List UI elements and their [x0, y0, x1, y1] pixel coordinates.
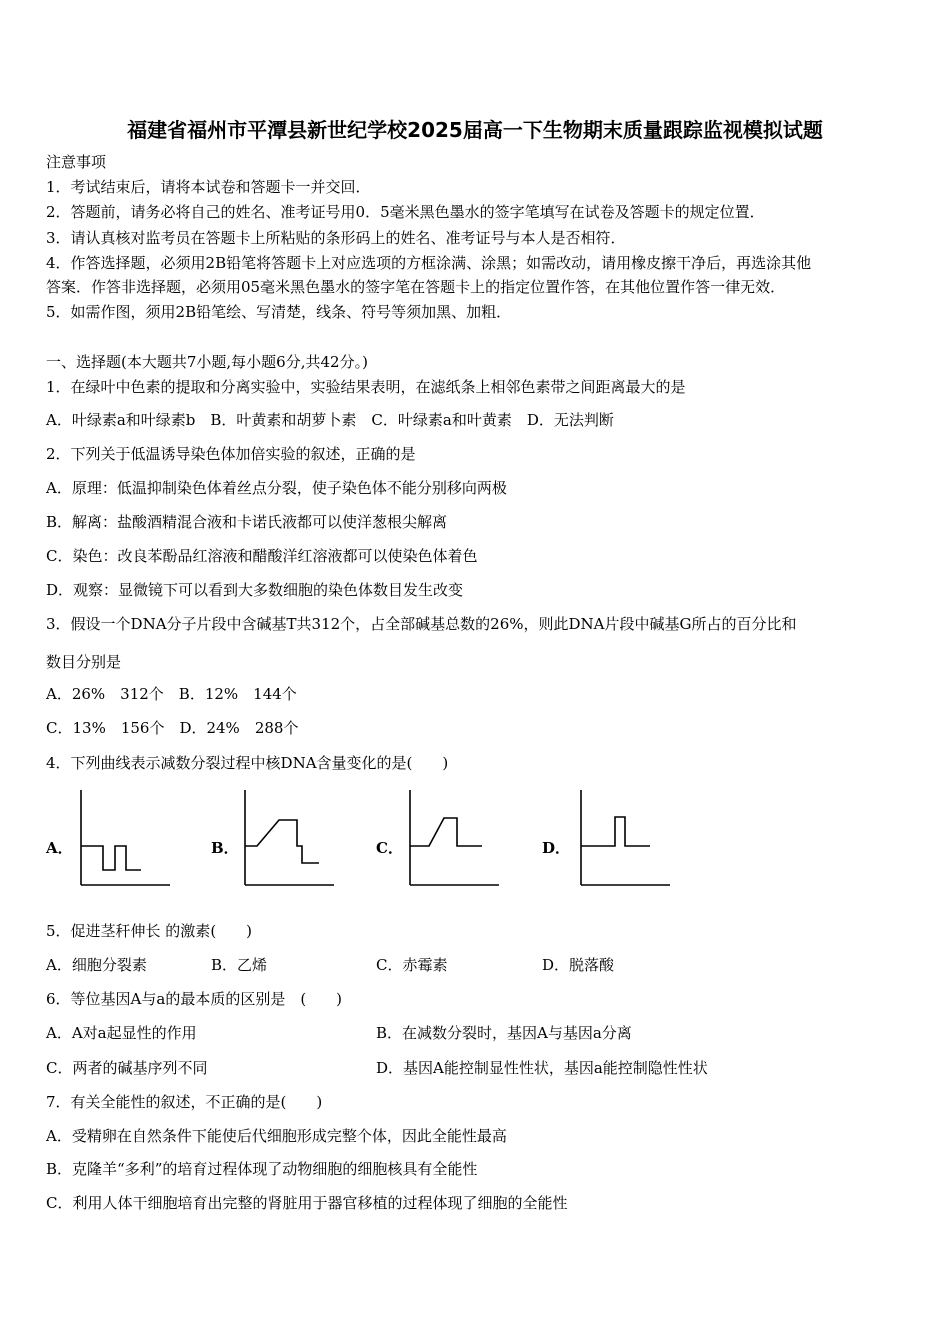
section-heading: 一、选择题(本大题共7小题,每小题6分,共42分。) — [46, 353, 368, 371]
notice-item-2: 2．答题前，请务必将自己的姓名、准考证号用0．5毫米黑色墨水的签字笔填写在试卷及答题卡的规定位置． — [46, 203, 765, 221]
notice-item-5: 5．如需作图，须用2B铅笔绘、写清楚，线条、符号等须加黑、加粗． — [46, 303, 512, 321]
q7-option-b: B．克隆羊“多利”的培育过程体现了动物细胞的细胞核具有全能性 — [46, 1160, 478, 1178]
q6-option-b: B．在减数分裂时，基因A与基因a分离 — [376, 1024, 632, 1042]
q2-stem: 2．下列关于低温诱导染色体加倍实验的叙述，正确的是 — [46, 445, 416, 463]
notice-item-4: 4．作答选择题，必须用2B铅笔将答题卡上对应选项的方框涂满、涂黑；如需改动，请用橡皮擦干净后，再选涂其他 — [46, 254, 812, 272]
q7-stem: 7．有关全能性的叙述，不正确的是( ) — [46, 1093, 323, 1111]
q4-option-c-label: C． — [376, 839, 403, 857]
q6-option-d: D．基因A能控制显性性状，基因a能控制隐性性状 — [376, 1059, 708, 1077]
q3-options-ab: A．26% 312个 B．12% 144个 — [46, 685, 297, 703]
q2-option-c: C．染色：改良苯酚品红溶液和醋酸洋红溶液都可以使染色体着色 — [46, 547, 478, 565]
q3-stem: 3．假设一个DNA分子片段中含碱基T共312个，占全部碱基总数的26%，则此DNA片段中碱基G所占的百分比和 — [46, 615, 797, 633]
q4-option-a-label: A． — [46, 839, 73, 857]
q6-stem: 6．等位基因A与a的最本质的区别是 ( ) — [46, 990, 343, 1008]
q4-graph-a — [78, 788, 173, 890]
q5-option-b: B．乙烯 — [211, 956, 268, 974]
q4-graph-b — [242, 788, 337, 890]
notice-heading: 注意事项 — [46, 153, 107, 171]
q6-option-a: A．A对a起显性的作用 — [46, 1024, 197, 1042]
q4-graph-c — [407, 788, 502, 890]
q4-graph-d — [578, 788, 673, 890]
q4-stem: 4．下列曲线表示减数分裂过程中核DNA含量变化的是( ) — [46, 754, 449, 772]
notice-item-3: 3．请认真核对监考员在答题卡上所粘贴的条形码上的姓名、准考证号与本人是否相符． — [46, 229, 626, 247]
q5-stem: 5．促进茎秆伸长 的激素( ) — [46, 922, 253, 940]
q1-stem: 1．在绿叶中色素的提取和分离实验中，实验结果表明，在滤纸条上相邻色素带之间距离最大的是 — [46, 378, 686, 396]
q4-option-d-label: D． — [542, 839, 571, 857]
q7-option-a: A．受精卵在自然条件下能使后代细胞形成完整个体，因此全能性最高 — [46, 1127, 507, 1145]
q4-option-b-label: B． — [211, 839, 239, 857]
q3-options-cd: C．13% 156个 D．24% 288个 — [46, 719, 299, 737]
notice-item-4-cont: 答案．作答非选择题，必须用05毫米黑色墨水的签字笔在答题卡上的指定位置作答，在其他位置作答一律无效． — [46, 278, 786, 296]
q5-option-c: C．赤霉素 — [376, 956, 448, 974]
q6-option-c: C．两者的碱基序列不同 — [46, 1059, 208, 1077]
exam-title: 福建省福州市平潭县新世纪学校2025届高一下生物期末质量跟踪监视模拟试题 — [127, 118, 823, 142]
q1-options: A．叶绿素a和叶绿素b B．叶黄素和胡萝卜素 C．叶绿素a和叶黄素 D．无法判断 — [46, 411, 614, 429]
q5-option-a: A．细胞分裂素 — [46, 956, 147, 974]
q3-stem-cont: 数目分别是 — [46, 653, 122, 671]
q2-option-b: B．解离：盐酸酒精混合液和卡诺氏液都可以使洋葱根尖解离 — [46, 513, 448, 531]
q2-option-a: A．原理：低温抑制染色体着丝点分裂，使子染色体不能分别移向两极 — [46, 479, 507, 497]
q5-option-d: D．脱落酸 — [542, 956, 615, 974]
q7-option-c: C．利用人体干细胞培育出完整的肾脏用于器官移植的过程体现了细胞的全能性 — [46, 1194, 568, 1212]
notice-item-1: 1．考试结束后，请将本试卷和答题卡一并交回． — [46, 178, 371, 196]
q2-option-d: D．观察：显微镜下可以看到大多数细胞的染色体数目发生改变 — [46, 581, 464, 599]
